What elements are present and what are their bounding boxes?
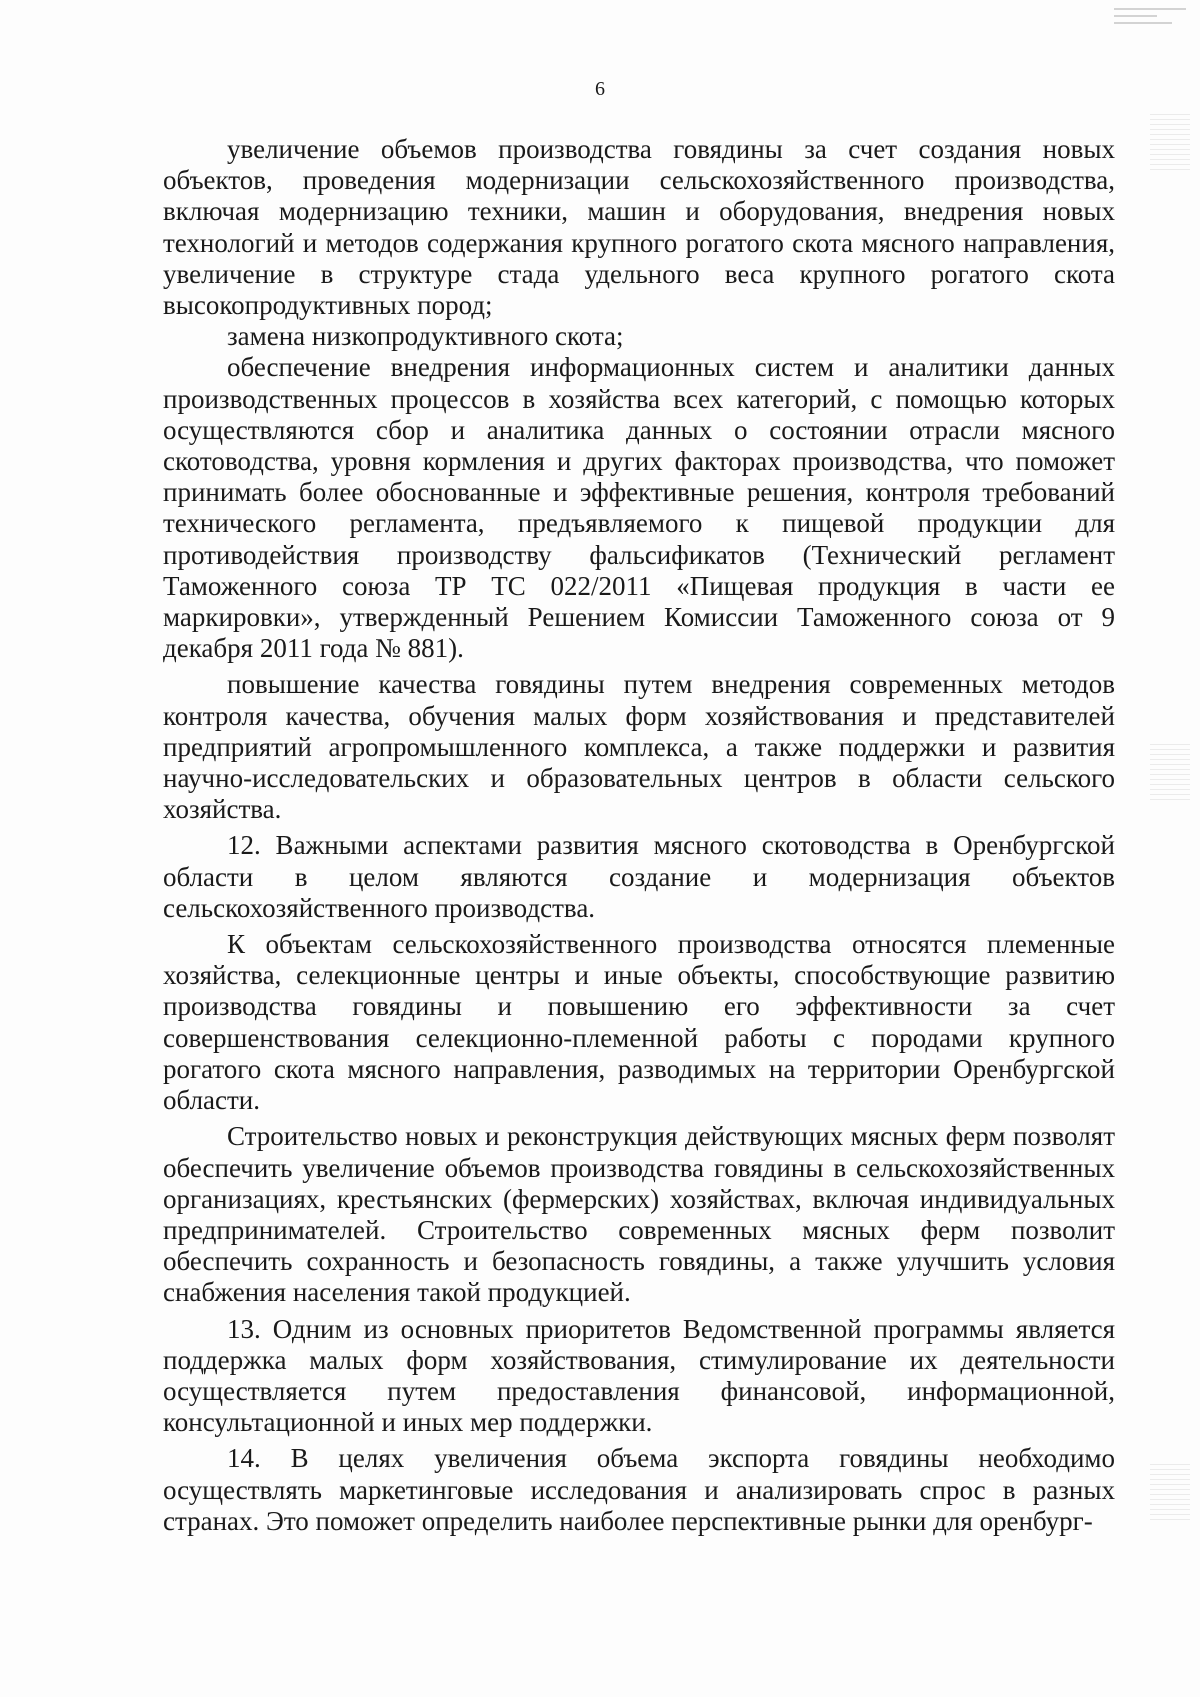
page-number: 6: [595, 78, 605, 100]
paragraph: увеличение объемов производства говядины за счет создания новых объектов, проведения модернизации сельскохозяйственного производства, включая модернизацию техники, машин и оборудования, внедрения новых технологий и методов содержания крупного рогатого скота мясного направления, увеличение в структуре стада удельного веса крупного рогатого скота высокопродуктивных пород;: [163, 134, 1115, 321]
scan-edge-artifact: [1150, 1460, 1190, 1520]
paragraph: 14. В целях увеличения объема экспорта говядины необходимо осуществлять маркетинговые исследования и анализировать спрос в разных странах. Это поможет определить наиболее перспективные рынки для оренбург-: [163, 1443, 1115, 1536]
document-body: [163, 134, 1115, 1537]
paragraph: 13. Одним из основных приоритетов Ведомственной программы является поддержка малых форм хозяйствования, стимулирование их деятельности осуществляется путем предоставления финансовой, информационной, консультационной и иных мер поддержки.: [163, 1313, 1115, 1438]
paragraph: К объектам сельскохозяйственного производства относятся племенные хозяйства, селекционные центры и иные объекты, способствующие развитию производства говядины и повышению его эффективности за счет совершенствования селекционно-племенной работы с породами крупного рогатого скота мясного направления, разводимых на территории Оренбургской области.: [163, 929, 1115, 1116]
paragraph: замена низкопродуктивного скота;: [227, 321, 624, 352]
scan-edge-artifact: [1150, 110, 1190, 170]
paragraph: Строительство новых и реконструкция действующих мясных ферм позволят обеспечить увеличение объемов производства говядины в сельскохозяйственных организациях, крестьянских (фермерских) хозяйствах, включая индивидуальных предпринимателей. Строительство современных мясных ферм позволит обеспечить сохранность и безопасность говядины, а также улучшить условия снабжения населения такой продукцией.: [163, 1121, 1115, 1308]
paragraph: обеспечение внедрения информационных систем и аналитики данных производственных процессов в хозяйства всех категорий, с помощью которых осуществляются сбор и аналитика данных о состоянии отрасли мясного скотоводства, уровня кормления и других факторах производства, что поможет принимать более обоснованные и эффективные решения, контроля требований технического регламента, предъявляемого к пищевой продукции для противодействия производству фальсификатов (Технический регламент Таможенного союза ТР ТС 022/2011 «Пищевая продукция в части ее маркировки», утвержденный Решением Комиссии Таможенного союза от 9 декабря 2011 года № 881).: [163, 352, 1115, 664]
paragraph: повышение качества говядины путем внедрения современных методов контроля качества, обучения малых форм хозяйствования и представителей предприятий агропромышленного комплекса, а также поддержки и развития научно-исследовательских и образовательных центров в области сельского хозяйства.: [163, 669, 1115, 825]
scan-edge-artifact: [1150, 740, 1190, 800]
paragraph: 12. Важными аспектами развития мясного скотоводства в Оренбургской области в целом являются создание и модернизация объектов сельскохозяйственного производства.: [163, 830, 1115, 923]
scan-artifact: [1114, 8, 1186, 48]
